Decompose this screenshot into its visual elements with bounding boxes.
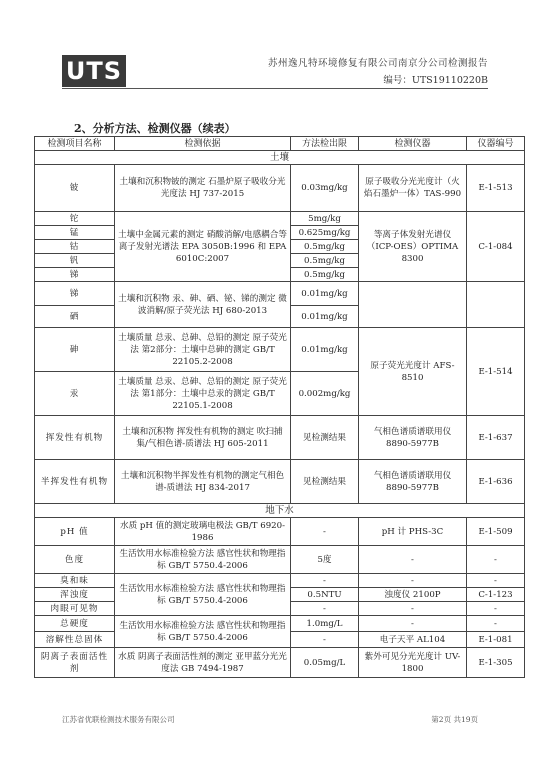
- item-cell: 半挥发性有机物: [35, 460, 115, 504]
- col-header: 方法检出限: [291, 137, 359, 151]
- limit-cell: 1.0mg/L: [291, 616, 359, 632]
- number-cell: C-1-123: [467, 588, 525, 602]
- basis-cell: 土壤和沉积物 汞、砷、硒、铋、锑的测定 微波消解/原子荧光法 HJ 680-2013: [115, 282, 291, 328]
- item-cell: 锰: [35, 226, 115, 240]
- limit-cell: 5mg/kg: [291, 212, 359, 226]
- basis-cell: 土壤和沉积物半挥发性有机物的测定气相色谱-质谱法 HJ 834-2017: [115, 460, 291, 504]
- limit-cell: -: [291, 632, 359, 648]
- table-row: [35, 616, 525, 632]
- company-name: 苏州逸凡特环境修复有限公司南京分公司检测报告: [267, 58, 488, 69]
- table-row: [35, 212, 525, 226]
- item-cell: 溶解性总固体: [35, 632, 115, 648]
- section-title: 2、分析方法、检测仪器（续表）: [74, 122, 236, 135]
- col-header: 检测仪器: [359, 137, 467, 151]
- col-header: 检测项目名称: [35, 137, 115, 151]
- basis-cell: 土壤中金属元素的测定 硝酸消解/电感耦合等离子发射光谱法 EPA 3050B:1996 和 EPA 6010C:2007: [115, 212, 291, 282]
- number-cell: E-1-081: [467, 632, 525, 648]
- methods-table: [34, 136, 525, 678]
- instrument-cell: 原子荧光光度计 AFS-8510: [359, 328, 467, 416]
- limit-cell: -: [291, 518, 359, 546]
- item-cell: 砷: [35, 328, 115, 372]
- item-cell: 锑: [35, 282, 115, 306]
- uts-logo: UTS: [62, 55, 126, 87]
- header-rule: [62, 88, 488, 89]
- instrument-cell: pH 计 PHS-3C: [359, 518, 467, 546]
- basis-cell: 水质 pH 值的测定玻璃电极法 GB/T 6920-1986: [115, 518, 291, 546]
- instrument-cell: -: [359, 574, 467, 588]
- table-row: [35, 648, 525, 678]
- instrument-cell: -: [359, 616, 467, 632]
- number-cell: E-1-305: [467, 648, 525, 678]
- instrument-cell: -: [359, 602, 467, 616]
- limit-cell: 0.03mg/kg: [291, 165, 359, 212]
- basis-cell: 生活饮用水标准检验方法 感官性状和物理指标 GB/T 5750.4-2006: [115, 546, 291, 574]
- section-row-groundwater: [35, 504, 525, 518]
- number-cell: E-1-509: [467, 518, 525, 546]
- limit-cell: 见检测结果: [291, 460, 359, 504]
- limit-cell: 0.5mg/kg: [291, 254, 359, 268]
- limit-cell: 0.625mg/kg: [291, 226, 359, 240]
- table-row: [35, 546, 525, 574]
- number-cell: E-1-636: [467, 460, 525, 504]
- item-cell: 臭和味: [35, 574, 115, 588]
- table-row: [35, 416, 525, 460]
- item-cell: 铊: [35, 212, 115, 226]
- table-row: [35, 574, 525, 588]
- number-cell: E-1-637: [467, 416, 525, 460]
- basis-cell: 水质 阴离子表面活性剂的测定 亚甲蓝分光光度法 GB 7494-1987: [115, 648, 291, 678]
- item-cell: pH 值: [35, 518, 115, 546]
- limit-cell: 0.01mg/kg: [291, 328, 359, 372]
- table-row: [35, 460, 525, 504]
- item-cell: 色度: [35, 546, 115, 574]
- number-cell: -: [467, 546, 525, 574]
- limit-cell: -: [291, 602, 359, 616]
- table-row: [35, 282, 525, 306]
- basis-cell: 土壤和沉积物铍的测定 石墨炉原子吸收分光光度法 HJ 737-2015: [115, 165, 291, 212]
- item-cell: 钒: [35, 254, 115, 268]
- instrument-cell: 气相色谱质谱联用仪 8890-5977B: [359, 416, 467, 460]
- section-heading: 土壤: [35, 151, 525, 165]
- item-cell: 浑浊度: [35, 588, 115, 602]
- number-cell: -: [467, 602, 525, 616]
- instrument-cell: -: [359, 546, 467, 574]
- table-row: [35, 328, 525, 372]
- item-cell: 钴: [35, 240, 115, 254]
- instrument-cell: 电子天平 AL104: [359, 632, 467, 648]
- item-cell: 阴离子表面活性剂: [35, 648, 115, 678]
- page-number: 第2页 共19页: [431, 715, 478, 724]
- report-number: 编号：UTS19110220B: [383, 75, 488, 86]
- limit-cell: 0.05mg/L: [291, 648, 359, 678]
- instrument-cell: 紫外可见分光光度计 UV-1800: [359, 648, 467, 678]
- limit-cell: 见检测结果: [291, 416, 359, 460]
- limit-cell: 0.01mg/kg: [291, 306, 359, 328]
- item-cell: 肉眼可见物: [35, 602, 115, 616]
- item-cell: 硒: [35, 306, 115, 328]
- basis-cell: 生活饮用水标准检验方法 感官性状和物理指标 GB/T 5750.4-2006: [115, 616, 291, 648]
- table-row: [35, 518, 525, 546]
- limit-cell: -: [291, 574, 359, 588]
- number-cell: E-1-514: [467, 328, 525, 416]
- limit-cell: 5度: [291, 546, 359, 574]
- instrument-cell: 等离子体发射光谱仪（ICP-OES）OPTIMA 8300: [359, 212, 467, 282]
- basis-cell: 土壤和沉积物 挥发性有机物的测定 吹扫捕集/气相色谱-质谱法 HJ 605-2011: [115, 416, 291, 460]
- limit-cell: 0.5mg/kg: [291, 268, 359, 282]
- number-cell: [467, 282, 525, 328]
- limit-cell: 0.01mg/kg: [291, 282, 359, 306]
- number-cell: -: [467, 574, 525, 588]
- basis-cell: 土壤质量 总汞、总砷、总铅的测定 原子荧光法 第1部分：土壤中总汞的测定 GB/T 22105.1-2008: [115, 372, 291, 416]
- number-cell: -: [467, 616, 525, 632]
- item-cell: 锑: [35, 268, 115, 282]
- limit-cell: 0.5NTU: [291, 588, 359, 602]
- col-header: 仪器编号: [467, 137, 525, 151]
- item-cell: 铍: [35, 165, 115, 212]
- section-heading: 地下水: [35, 504, 525, 518]
- table-row: [35, 165, 525, 212]
- basis-cell: 生活饮用水标准检验方法 感官性状和物理指标 GB/T 5750.4-2006: [115, 574, 291, 616]
- instrument-cell: 原子吸收分光光度计（火焰石墨炉一体）TAS-990: [359, 165, 467, 212]
- section-row-soil: [35, 151, 525, 165]
- number-cell: E-1-513: [467, 165, 525, 212]
- limit-cell: 0.5mg/kg: [291, 240, 359, 254]
- instrument-cell: 气相色谱质谱联用仪 8890-5977B: [359, 460, 467, 504]
- instrument-cell: 浊度仪 2100P: [359, 588, 467, 602]
- col-header: 检测依据: [115, 137, 291, 151]
- instrument-cell: [359, 282, 467, 328]
- table-header-row: [35, 137, 525, 151]
- number-cell: C-1-084: [467, 212, 525, 282]
- item-cell: 汞: [35, 372, 115, 416]
- item-cell: 挥发性有机物: [35, 416, 115, 460]
- limit-cell: 0.002mg/kg: [291, 372, 359, 416]
- basis-cell: 土壤质量 总汞、总砷、总铅的测定 原子荧光法 第2部分：土壤中总砷的测定 GB/T 22105.2-2008: [115, 328, 291, 372]
- item-cell: 总硬度: [35, 616, 115, 632]
- footer-company: 江苏省优联检测技术服务有限公司: [62, 715, 175, 724]
